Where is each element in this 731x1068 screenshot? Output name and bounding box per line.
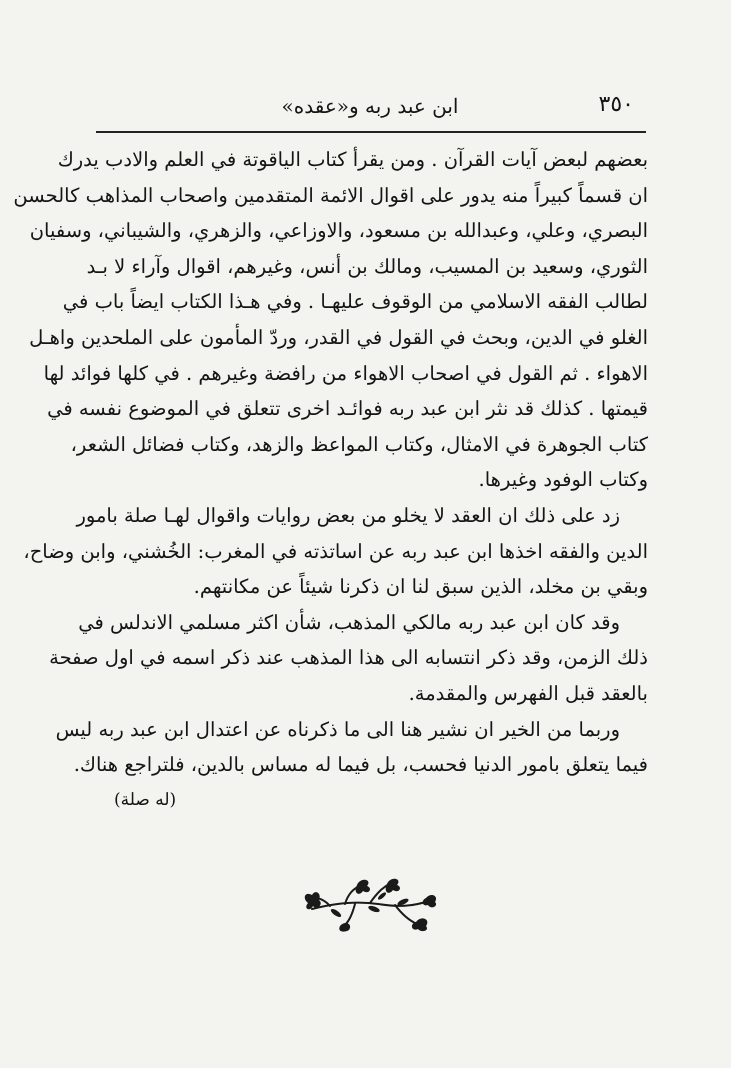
text-line: ذلك الزمن، وقد ذكر انتسابه الى هذا المذهب عند ذكر اسمه في اول صفحة bbox=[49, 646, 648, 670]
text-line: الدين والفقه اخذها ابن عبد ربه عن اساتذته في المغرب: الخُشني، وابن وضاح، bbox=[23, 539, 648, 563]
text-line: لطالب الفقه الاسلامي من الوقوف عليهـا . وفي هـذا الكتاب ايضاً باب في bbox=[62, 290, 648, 314]
text-line: كتاب الجوهرة في الامثال، وكتاب المواعظ والزهد، وكتاب فضائل الشعر، bbox=[70, 432, 648, 456]
text-line: بعضهم لبعض آيات القرآن . ومن يقرأ كتاب الياقوتة في العلم والادب يدرك bbox=[57, 148, 648, 171]
text-line: الغلو في الدين، وبحث في القول في القدر، وردّ المأمون على الملحدين واهـل bbox=[29, 325, 648, 349]
page-number: ٣٥٠ bbox=[598, 92, 634, 117]
text-line: قيمتها . كذلك قد نثر ابن عبد ربه فوائـد اخرى تتعلق في الموضوع نفسه في bbox=[47, 397, 648, 421]
text-line: بالعقد قبل الفهرس والمقدمة. bbox=[408, 681, 648, 705]
body-text bbox=[13, 142, 648, 817]
running-title: ابن عبد ربه و«عقده» bbox=[281, 94, 459, 118]
text-line: وبقي بن مخلد، الذين سبق لنا ان ذكرنا شيئاً عن مكانتهم. bbox=[193, 575, 648, 599]
text-line: وقد كان ابن عبد ربه مالكي المذهب، شأن اكثر مسلمي الاندلس في bbox=[78, 610, 620, 634]
text-line: ان قسماً كبيراً منه يدور على اقوال الائمة المتقدمين واصحاب المذاهب كالحسن bbox=[13, 183, 648, 207]
continued-note: (له صلة) bbox=[114, 789, 177, 810]
text-line: الاهواء . ثم القول في اصحاب الاهواء من رافضة وغيرهم . في كلها فوائد لها bbox=[43, 361, 648, 385]
text-line: وكتاب الوفود وغيرها. bbox=[478, 468, 648, 492]
header-rule bbox=[96, 131, 646, 133]
text-line: زد على ذلك ان العقد لا يخلو من بعض روايات واقوال لهـا صلة بامور bbox=[76, 503, 620, 527]
text-line: وربما من الخير ان نشير هنا الى ما ذكرناه عن اعتدال ابن عبد ربه ليس bbox=[55, 717, 620, 741]
text-line: البصري، وعلي، وعبدالله بن مسعود، والاوزاعي، والزهري، والشيباني، وسفيان bbox=[29, 219, 648, 243]
text-line: فيما يتعلق بامور الدنيا فحسب، بل فيما له مساس بالدين، فلتراجع هناك. bbox=[73, 753, 648, 777]
page-header bbox=[96, 88, 644, 122]
floral-ornament-icon bbox=[300, 873, 440, 933]
text-line: الثوري، وسعيد بن المسيب، ومالك بن أنس، وغيرهم، اقوال وآراء لا بـد bbox=[86, 254, 648, 278]
